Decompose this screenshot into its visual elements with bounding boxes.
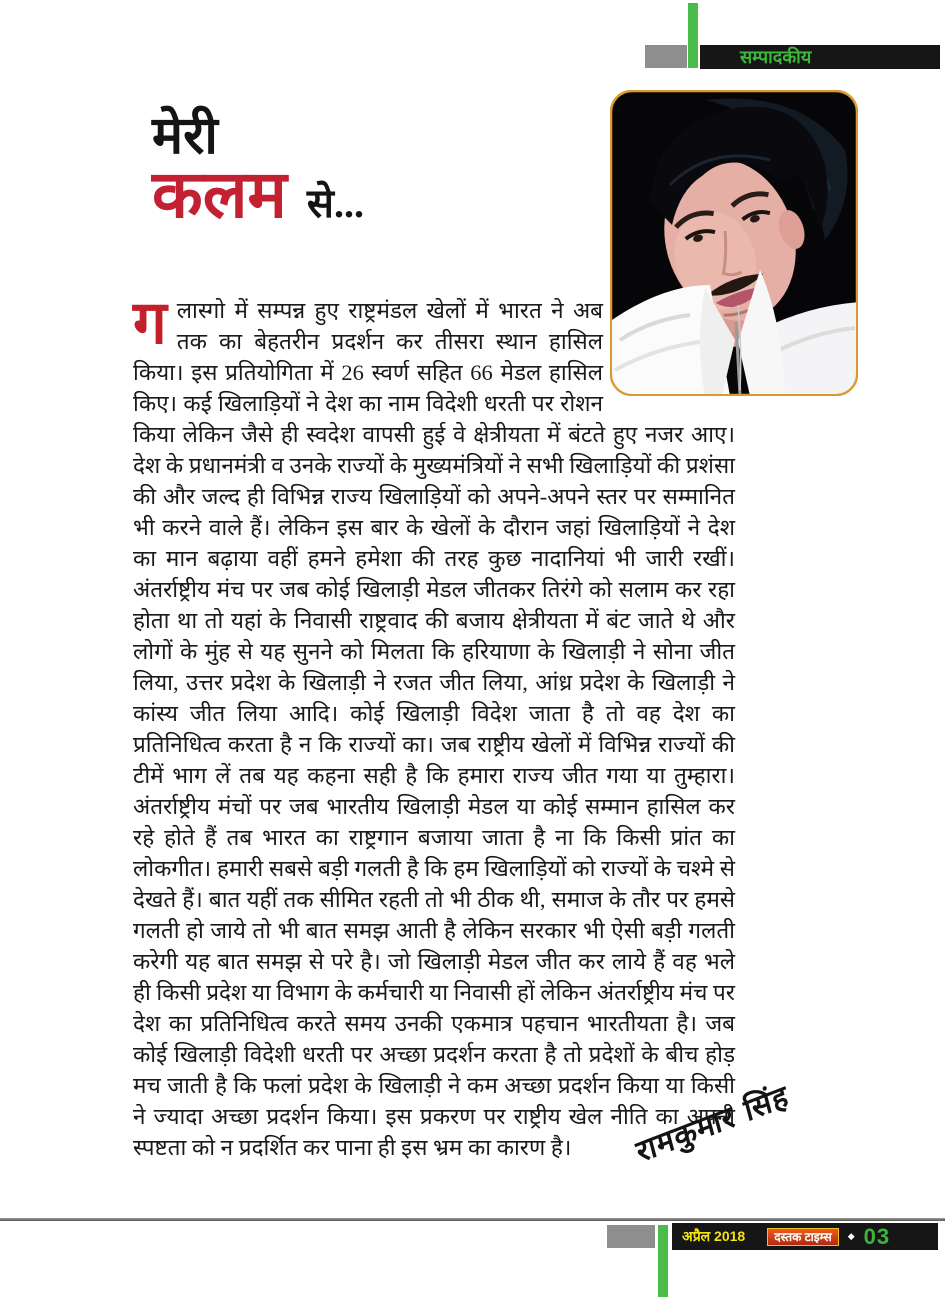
page-number: 03 bbox=[863, 1223, 891, 1249]
article-text: लास्गो में सम्पन्न हुए राष्ट्रमंडल खेलों में भारत ने अब तक का बेहतरीन प्रदर्शन कर तीसरा स्थान हासिल किया। इस प्रतियोगिता में 26 स्वर्ण सहित 66 मेडल हासिल किए। कई खिलाड़ियों ने देश का नाम विदेशी धरती पर रोशन किया लेकिन जैसे ही स्वदेश वापसी हुई वे क्षेत्रीयता में बंटते हुए नजर आए। देश के प्रधानमंत्री व उनके राज्यों के मुख्यमंत्रियों ने सभी खिलाड़ियों की प्रशंसा की और जल्द ही विभिन्न राज्य खिलाड़ियों को अपने-अपने स्तर पर सम्मानित भी करने वाले हैं। लेकिन इस बार के खेलों के दौरान जहां खिलाड़ियों ने देश का मान बढ़ाया वहीं हमने हमेशा की तरह कुछ नादानियां भी जारी रखीं। अंतर्राष्ट्रीय मंच पर जब कोई खिलाड़ी मेडल जीतकर तिरंगे को सलाम कर रहा होता था तो यहां के निवासी राष्ट्रवाद की बजाय क्षेत्रीयता में बंट जाते थे और लोगों के मुंह से यह सुनने को मिलता कि हरियाणा के खिलाड़ी ने सोना जीत लिया, उत्तर प्रदेश के खिलाड़ी ने रजत जीत लिया, आंध्र प्रदेश के खिलाड़ी ने कांस्य जीत लिया आदि। कोई खिलाड़ी विदेश जाता है तो वह देश का प्रतिनिधित्व करता है न कि राज्यों का। जब राष्ट्रीय खेलों में विभिन्न राज्यों की टीमें भाग लें तब यह कहना सही है कि हमारा राज्य जीत गया या तुम्हारा। अंतर्राष्ट्रीय मंचों पर जब भारतीय खिलाड़ी मेडल या कोई सम्मान हासिल कर रहे होते हैं तब भारत का राष्ट्रगान बजाया जाता है ना कि किसी प्रांत का लोकगीत। हमारी सबसे बड़ी गलती है कि हम खिलाड़ियों को राज्यों के चश्मे से देखते हैं। बात यहीं तक सीमित रहती तो भी ठीक थी, समाज के तौर पर हमसे गलती हो जाये तो भी बात समझ आती है लेकिन सरकार भी ऐसी बड़ी गलती करेगी यह बात समझ से परे है। जो खिलाड़ी मेडल जीत कर लाये हैं वह भले ही किसी प्रदेश या विभाग के कर्मचारी या निवासी हों लेकिन अंतर्राष्ट्रीय मंच पर देश का प्रतिनिधित्व करते समय उनकी एकमात्र पहचान भारतीयता है। जब कोई खिलाड़ी विदेशी धरती पर अच्छा प्रदर्शन करता है तो प्रदेशों के बीच होड़ मच जाती है कि फलां प्रदेश के खिलाड़ी ने कम अच्छा प्रदर्शन किया या किसी ने ज्यादा अच्छा प्रदर्शन किया। इस प्रकरण पर राष्ट्रीय खेल नीति का अपनी स्पष्टता को न प्रदर्शित कर पाना ही इस भ्रम का कारण है। bbox=[133, 298, 735, 1160]
header-gray-box bbox=[645, 45, 687, 68]
title-word-black: मेरी bbox=[152, 108, 218, 165]
editor-signature: रामकुमार सिंह bbox=[632, 1078, 793, 1170]
page-title bbox=[152, 108, 364, 233]
footer-gray-box bbox=[607, 1225, 655, 1248]
magazine-logo: दस्तक टाइम्स bbox=[767, 1228, 839, 1246]
issue-date: अप्रैल 2018 bbox=[682, 1228, 746, 1244]
section-label: सम्पादकीय bbox=[740, 47, 812, 67]
title-word-suffix: से... bbox=[306, 181, 364, 227]
header-green-bar bbox=[688, 3, 698, 68]
diamond-icon: ◆ bbox=[847, 1231, 855, 1241]
editorial-article bbox=[133, 290, 735, 1163]
footer-green-bar bbox=[658, 1225, 668, 1297]
photo-wrap-spacer bbox=[603, 295, 735, 397]
dropcap-letter: ग bbox=[133, 290, 167, 356]
footer-divider-line bbox=[0, 1218, 945, 1221]
title-word-red: कलम bbox=[152, 159, 287, 233]
section-header-bar bbox=[700, 45, 940, 69]
footer-bar bbox=[672, 1223, 938, 1250]
